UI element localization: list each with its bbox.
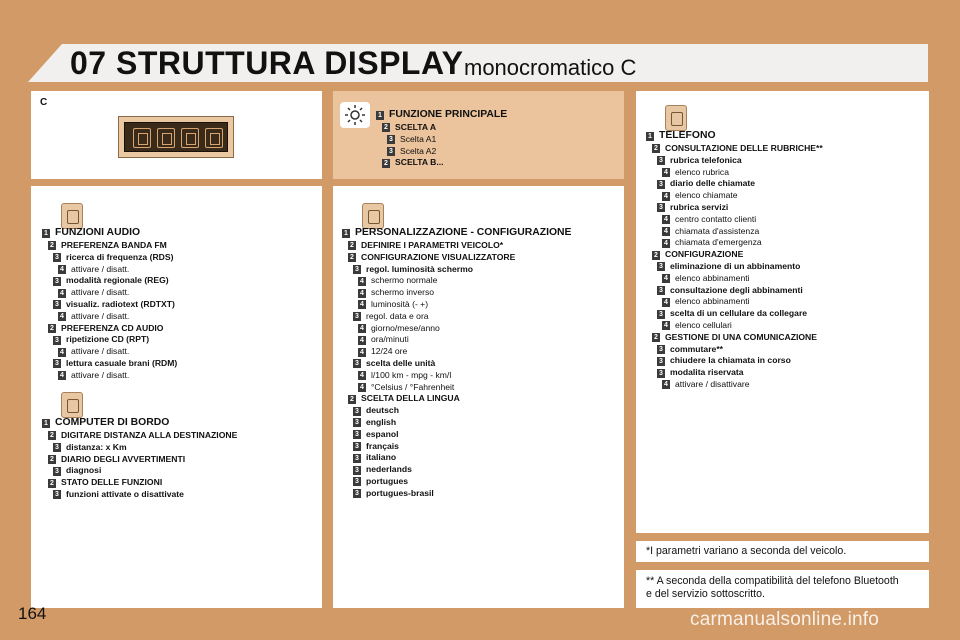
level-badge: 2 [48,431,56,440]
menu-item-level-3 [342,264,571,276]
level-badge: 3 [53,277,61,286]
level-badge: 4 [358,289,366,298]
menu-item-label: consultazione degli abbinamenti [670,284,803,295]
menu-item-level-3 [42,252,177,264]
level-badge: 4 [58,312,66,321]
level-badge: 4 [58,348,66,357]
level-badge: 2 [382,123,390,132]
menu-item-label: SCELTA A [395,122,437,132]
menu-item-label: chiudere la chiamata in corso [670,355,791,366]
menu-item-label: l/100 km - mpg - km/l [371,369,452,380]
menu-item-label: GESTIONE DI UNA COMUNICAZIONE [665,331,817,342]
menu-item-label: english [366,416,397,427]
menu-item-label: portugues-brasil [366,487,434,498]
menu-item-label: eliminazione di un abbinamento [670,260,801,271]
menu-item-level-3 [42,275,177,287]
menu-item-level-2 [646,249,823,261]
level-badge: 4 [662,239,670,248]
menu-item-level-3 [342,311,571,323]
menu-item-label: attivare / disatt. [71,369,130,380]
menu-item-level-3 [342,358,571,370]
menu-item-level-4 [342,287,571,299]
menu-item-label: diagnosi [66,465,102,476]
level-badge: 4 [358,383,366,392]
menu-item-level-2 [42,454,237,466]
level-badge: 1 [42,419,50,428]
menu-item-label: attivare / disatt. [71,310,130,321]
menu-item-level-3 [42,358,177,370]
menu-item-label: °Celsius / °Fahrenheit [371,381,455,392]
menu-item-label: attivare / disattivare [675,378,750,389]
menu-item-label: attivare / disatt. [71,287,130,298]
level-badge: 2 [48,324,56,333]
menu-item-level-3 [342,488,571,500]
menu-item-label: chiamata d'emergenza [675,237,762,248]
level-badge: 3 [353,466,361,475]
level-badge: 3 [657,286,665,295]
menu-item-level-3 [646,355,823,367]
menu-item-label: schermo inverso [371,287,435,298]
audio-icon [133,128,151,148]
footnote-bluetooth-line1: ** A seconda della compatibilità del telefono Bluetooth [646,575,899,587]
menu-item-level-3 [646,344,823,356]
level-badge: 4 [358,371,366,380]
level-badge: 2 [348,395,356,404]
main-function-tree [376,108,507,169]
menu-item-level-2 [42,477,237,489]
menu-item-label: français [366,440,399,451]
level-badge: 3 [53,359,61,368]
menu-item-label: distanza: x Km [66,441,127,452]
menu-item-label: modalita riservata [670,367,744,378]
menu-item-label: elenco chiamate [675,190,738,201]
menu-item-level-4 [42,370,177,382]
level-badge: 3 [53,336,61,345]
brightness-icon [340,102,370,128]
level-badge: 3 [657,180,665,189]
menu-item-level-3 [646,202,823,214]
phone-section-icon [665,105,687,131]
menu-item-label: 12/24 ore [371,346,408,357]
menu-item-level-4 [646,167,823,179]
menu-item-level-2 [646,143,823,155]
menu-item-label: modalità regionale (REG) [66,275,169,286]
menu-item-label: regol. luminosità schermo [366,263,473,274]
menu-item-level-2 [646,332,823,344]
level-badge: 3 [387,135,395,144]
menu-item-label: ripetizione CD (RPT) [66,334,150,345]
menu-item-level-1 [42,416,237,430]
level-badge: 4 [358,300,366,309]
menu-item-label: PERSONALIZZAZIONE - CONFIGURAZIONE [355,227,572,239]
level-badge: 2 [48,479,56,488]
menu-item-label: elenco rubrica [675,166,729,177]
menu-item-label: rubrica servizi [670,201,729,212]
menu-item-level-4 [42,287,177,299]
menu-item-level-2 [342,240,571,252]
page-subtitle: monocromatico C [464,55,637,80]
level-badge: 1 [376,111,384,120]
menu-item-label: schermo normale [371,275,438,286]
menu-item-label: PREFERENZA CD AUDIO [61,322,164,333]
menu-item-level-3 [646,367,823,379]
menu-item-level-3 [342,452,571,464]
computer-tree [42,416,237,501]
menu-item-level-3 [42,489,237,501]
menu-item-label: attivare / disatt. [71,263,130,274]
menu-item-label: luminosità (- +) [371,298,429,309]
level-badge: 2 [48,455,56,464]
level-badge: 4 [662,321,670,330]
menu-item-level-3 [42,442,237,454]
menu-item-label: DIARIO DEGLI AVVERTIMENTI [61,453,186,464]
menu-item-level-2 [42,430,237,442]
menu-item-label: SCELTA DELLA LINGUA [361,393,460,404]
menu-item-level-4 [646,296,823,308]
menu-item-label: commutare** [670,343,724,354]
footnote-bluetooth-line2: e del servizio sottoscritto. [646,588,765,600]
level-badge: 3 [657,203,665,212]
menu-item-level-3 [646,285,823,297]
level-badge: 3 [53,300,61,309]
menu-item-label: ricerca di frequenza (RDS) [66,251,174,262]
menu-item-label: espanol [366,428,399,439]
level-badge: 3 [657,345,665,354]
settings-icon [181,128,199,148]
menu-item-level-4 [342,370,571,382]
menu-item-level-1 [42,226,177,240]
audio-tree [42,226,177,382]
menu-item-level-3 [646,261,823,273]
level-badge: 3 [657,357,665,366]
menu-item-label: portugues [366,475,409,486]
menu-item-level-1 [646,129,823,143]
level-badge: 3 [353,489,361,498]
menu-item-level-4 [42,264,177,276]
menu-item-label: giorno/mese/anno [371,322,440,333]
menu-item-level-2 [342,252,571,264]
level-badge: 4 [662,192,670,201]
menu-item-level-3 [646,155,823,167]
menu-item-label: DEFINIRE I PARAMETRI VEICOLO* [361,240,504,250]
menu-item-label: rubrica telefonica [670,154,742,165]
menu-item-label: elenco abbinamenti [675,296,750,307]
level-badge: 4 [358,324,366,333]
menu-item-level-4 [42,346,177,358]
level-badge: 4 [662,227,670,236]
level-badge: 2 [348,253,356,262]
menu-item-level-4 [342,346,571,358]
menu-item-level-4 [342,299,571,311]
menu-item-label: ora/minuti [371,334,409,345]
computer-section-icon [61,392,83,418]
level-badge: 1 [646,132,654,141]
menu-item-level-3 [376,134,507,146]
menu-item-level-1 [376,108,507,122]
menu-item-level-4 [646,226,823,238]
menu-item-label: DIGITARE DISTANZA ALLA DESTINAZIONE [61,430,238,440]
computer-icon [157,128,175,148]
level-badge: 3 [657,310,665,319]
menu-item-label: lettura casuale brani (RDM) [66,357,178,368]
menu-item-label: diario delle chiamate [670,178,756,189]
level-badge: 3 [657,262,665,271]
level-badge: 3 [353,312,361,321]
menu-item-level-3 [646,178,823,190]
menu-item-label: visualiz. radiotext (RDTXT) [66,298,175,309]
level-badge: 4 [662,380,670,389]
level-badge: 1 [342,229,350,238]
level-badge: 3 [53,490,61,499]
menu-item-level-3 [342,441,571,453]
menu-item-level-2 [376,157,507,169]
menu-item-level-3 [42,299,177,311]
level-badge: 3 [53,467,61,476]
monochrome-display [118,116,234,158]
menu-item-level-2 [342,393,571,405]
level-badge: 3 [353,430,361,439]
menu-item-level-3 [342,429,571,441]
menu-item-level-3 [342,464,571,476]
level-badge: 4 [58,289,66,298]
menu-item-label: centro contatto clienti [675,213,757,224]
menu-item-level-4 [646,214,823,226]
menu-item-label: nederlands [366,464,412,475]
level-badge: 4 [662,298,670,307]
level-badge: 4 [662,215,670,224]
menu-item-label: Scelta A2 [400,145,437,156]
menu-item-level-3 [42,334,177,346]
level-badge: 4 [58,265,66,274]
level-badge: 2 [652,251,660,260]
personalization-tree [342,226,571,500]
menu-item-label: deutsch [366,405,399,416]
menu-item-label: attivare / disatt. [71,346,130,357]
level-badge: 4 [358,277,366,286]
menu-item-label: CONSULTAZIONE DELLE RUBRICHE** [665,143,823,153]
level-badge: 3 [657,156,665,165]
menu-item-level-4 [646,237,823,249]
menu-item-level-2 [42,240,177,252]
menu-item-label: scelta delle unità [366,357,436,368]
menu-item-level-2 [42,323,177,335]
level-badge: 3 [657,369,665,378]
menu-item-label: SCELTA B... [395,157,444,168]
menu-item-label: TELEFONO [659,130,716,142]
menu-item-label: CONFIGURAZIONE VISUALIZZATORE [361,251,516,262]
level-badge: 4 [358,348,366,357]
watermark: carmanualsonline.info [690,609,880,630]
level-badge: 3 [353,265,361,274]
menu-item-label: italiano [366,452,397,463]
level-badge: 3 [353,477,361,486]
menu-item-label: funzioni attivate o disattivate [66,488,184,499]
level-badge: 4 [358,336,366,345]
level-badge: 2 [652,333,660,342]
level-badge: 4 [662,168,670,177]
menu-item-label: FUNZIONE PRINCIPALE [389,109,508,121]
level-badge: 3 [387,147,395,156]
level-badge: 3 [353,442,361,451]
level-badge: 2 [48,241,56,250]
menu-item-level-4 [342,382,571,394]
display-screen [124,122,228,152]
menu-item-level-1 [342,226,571,240]
menu-item-label: elenco cellulari [675,319,732,330]
menu-item-level-4 [342,323,571,335]
level-badge: 4 [662,274,670,283]
menu-item-label: Scelta A1 [400,133,437,144]
menu-item-level-3 [342,476,571,488]
menu-item-label: PREFERENZA BANDA FM [61,240,167,250]
menu-item-label: elenco abbinamenti [675,272,750,283]
level-badge: 3 [53,253,61,262]
menu-item-label: STATO DELLE FUNZIONI [61,477,163,488]
menu-item-label: chiamata d'assistenza [675,225,760,236]
level-badge: 3 [353,454,361,463]
page-title: 07 STRUTTURA DISPLAY [70,45,464,81]
menu-item-level-2 [376,122,507,134]
menu-item-level-3 [342,417,571,429]
menu-item-level-3 [42,465,237,477]
level-badge: 3 [353,418,361,427]
page-number: 164 [18,604,47,623]
level-badge: 1 [42,229,50,238]
menu-item-level-4 [646,320,823,332]
display-label: C [40,97,48,108]
menu-item-level-3 [342,405,571,417]
level-badge: 2 [382,159,390,168]
menu-item-label: FUNZIONI AUDIO [55,227,141,239]
menu-item-level-3 [376,146,507,158]
level-badge: 2 [348,241,356,250]
phone-icon [205,128,223,148]
level-badge: 3 [53,443,61,452]
menu-item-label: COMPUTER DI BORDO [55,417,170,429]
level-badge: 2 [652,144,660,153]
menu-item-level-4 [646,190,823,202]
menu-item-level-4 [646,379,823,391]
menu-item-level-4 [342,334,571,346]
level-badge: 3 [353,359,361,368]
menu-item-label: CONFIGURAZIONE [665,249,744,260]
menu-item-level-4 [646,273,823,285]
menu-item-label: scelta di un cellulare da collegare [670,308,808,319]
phone-tree [646,129,823,391]
menu-item-level-3 [646,308,823,320]
menu-item-level-4 [42,311,177,323]
menu-item-label: regol. data e ora [366,310,429,321]
level-badge: 4 [58,371,66,380]
level-badge: 3 [353,407,361,416]
footnote-parameters: *I parametri variano a seconda del veicolo. [646,545,847,557]
menu-item-level-4 [342,275,571,287]
